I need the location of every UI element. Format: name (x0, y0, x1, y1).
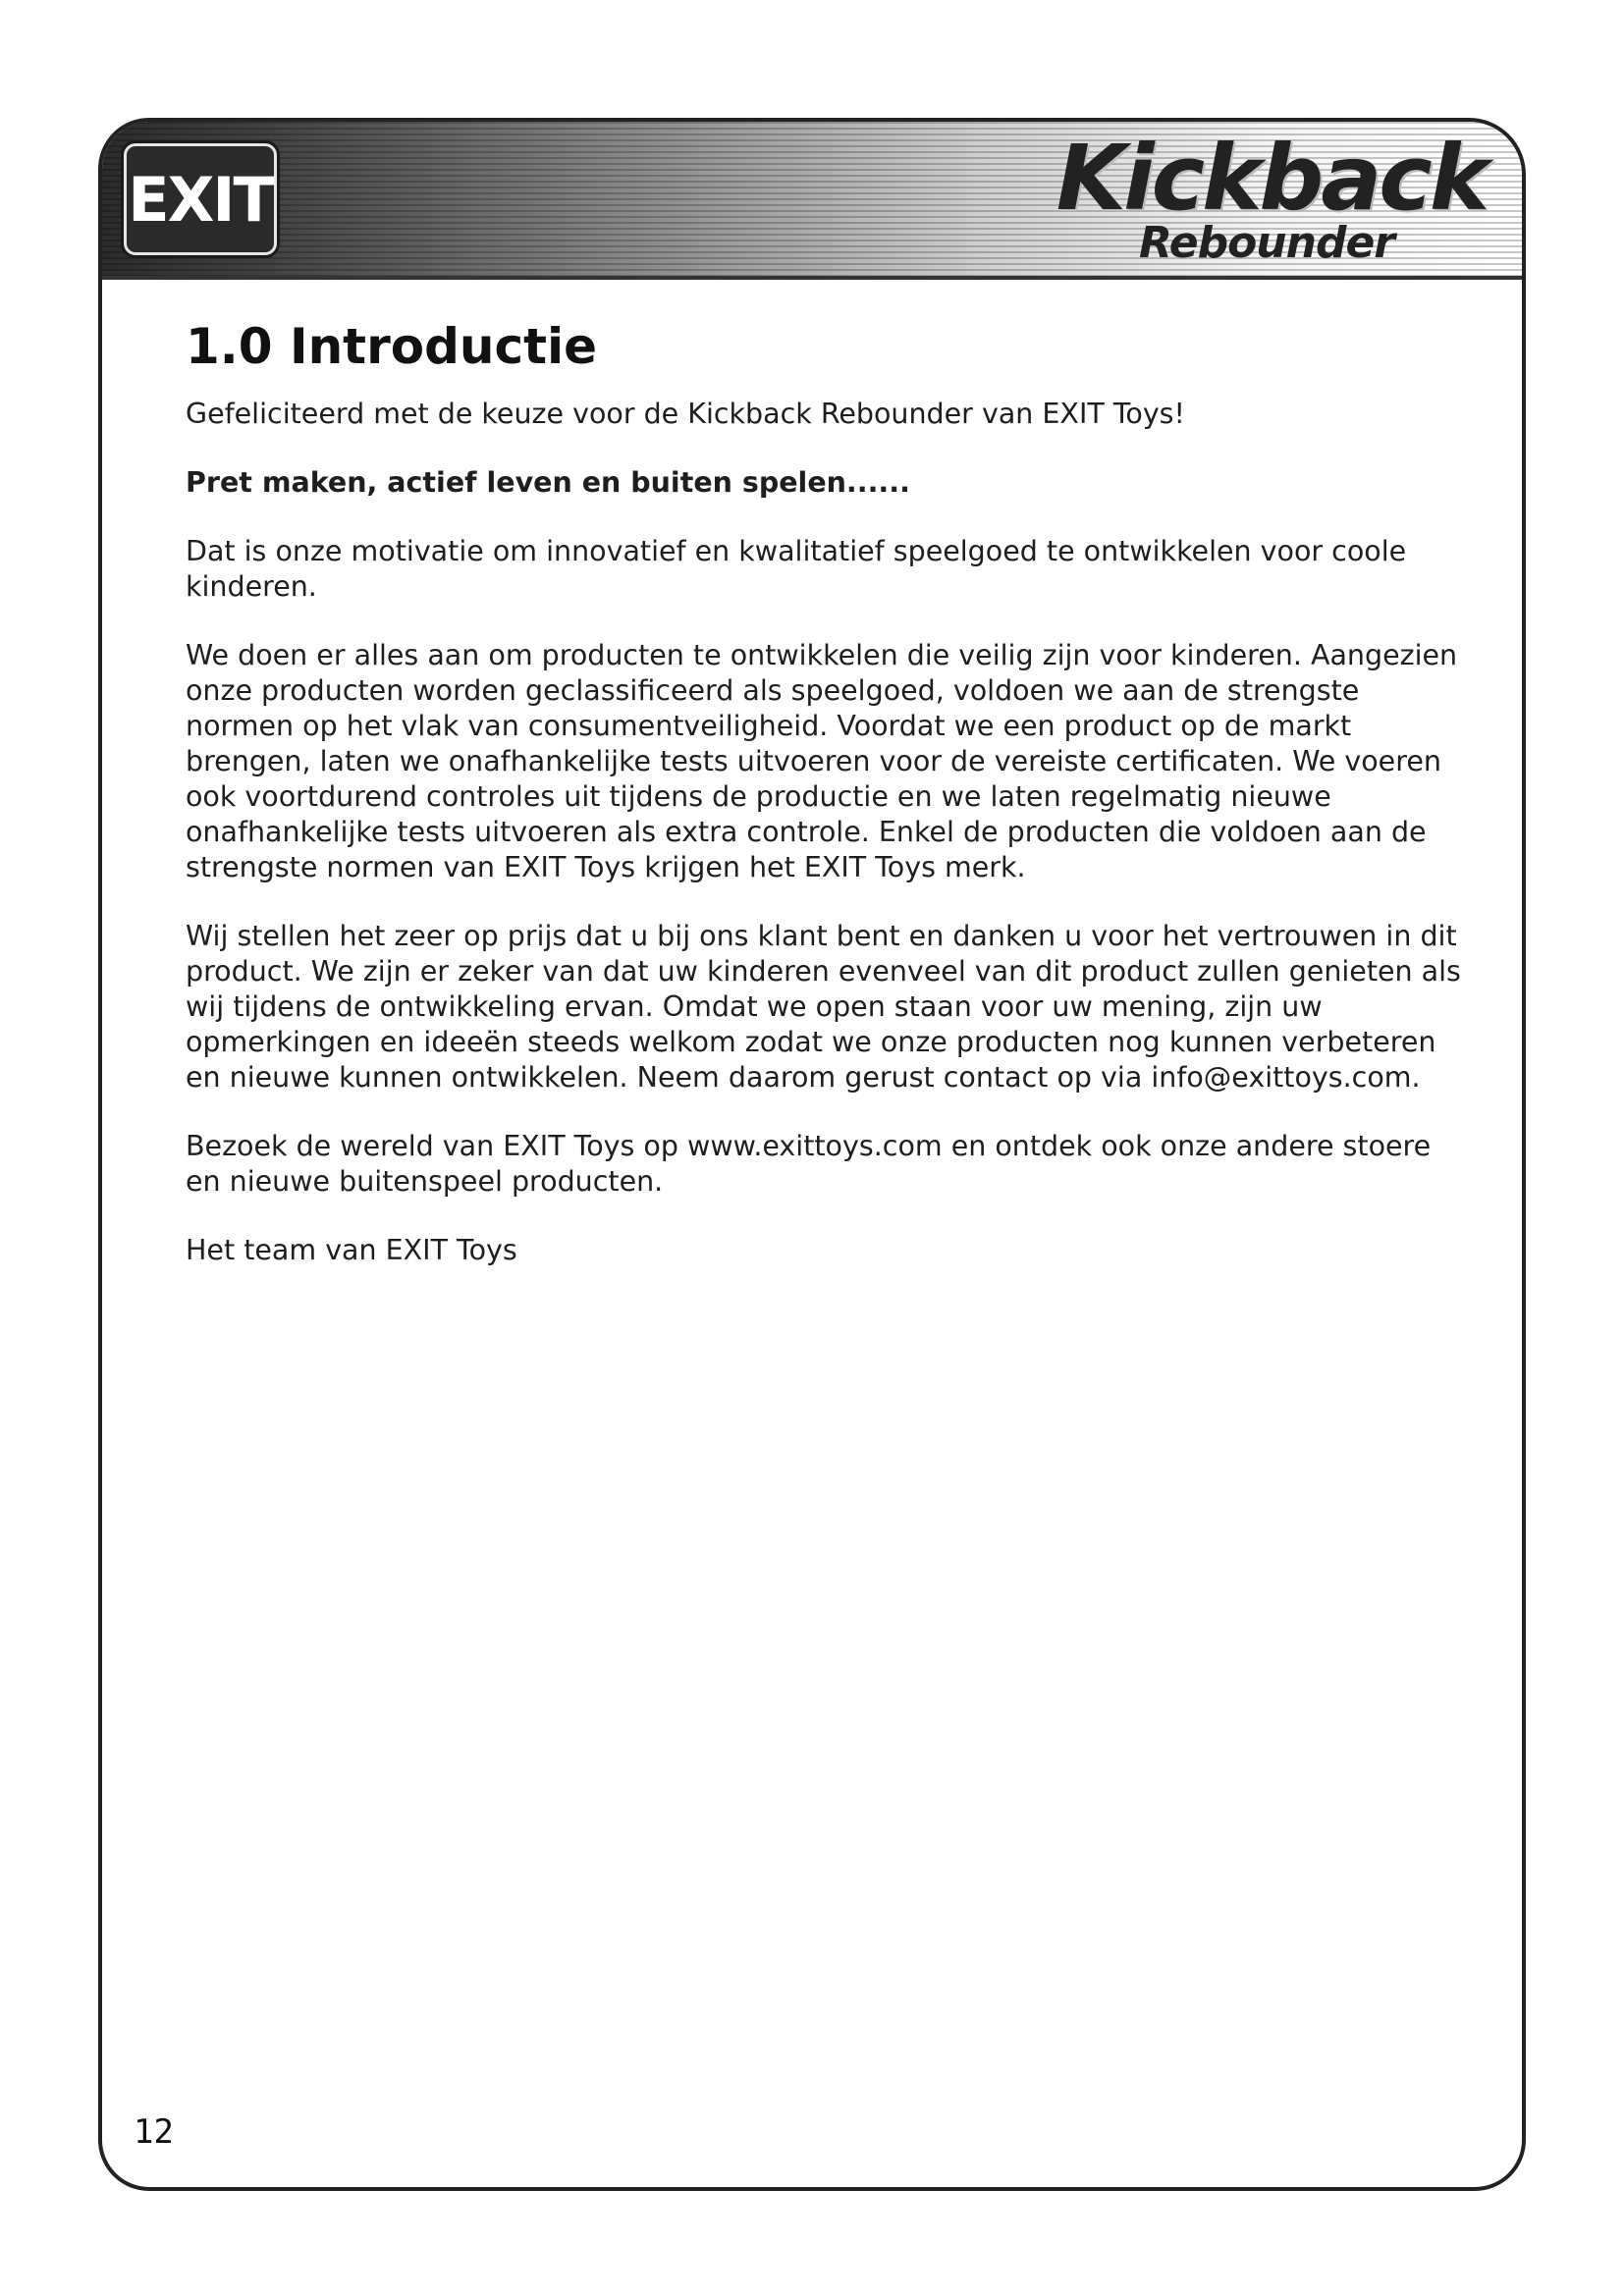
paragraph-congratulations: Gefeliciteerd met de keuze voor de Kickback Rebounder van EXIT Toys! (186, 398, 1185, 430)
page-number: 12 (134, 2112, 174, 2152)
exit-logo-text: EXIT (128, 163, 273, 236)
brand-subtitle: Rebounder (1139, 218, 1394, 268)
header-band (102, 122, 1522, 280)
paragraph-visit: Bezoek de wereld van EXIT Toys op www.exittoys.com en ontdek ook onze andere stoere en nieuwe buitenspeel producten. (186, 1130, 1432, 1198)
paragraph-thanks: Wij stellen het zeer op prijs dat u bij ons klant bent en danken u voor het vertrouwen in dit product. We zijn er zeker van dat uw kinderen evenveel van dit product zullen genieten als wij tijdens de ontwikkeling ervan. Omdat we open staan voor uw mening, zijn uw opmerkingen en ideeën steeds welkom zodat we onze producten nog kunnen verbeteren en nieuwe kunnen ontwikkelen. Neem daarom gerust contact op via info@exittoys.com. (186, 920, 1461, 1094)
main-content (186, 318, 1462, 1302)
exit-logo (124, 143, 277, 255)
paragraph-safety: We doen er alles aan om producten te ontwikkelen die veilig zijn voor kinderen. Aangezien onze producten worden geclassificeerd als speelgoed, voldoen we aan de strengste normen op het vlak van consumentveiligheid. Voordat we een product op de markt brengen, laten we onafhankelijke tests uitvoeren voor de vereiste certificaten. We voeren ook voortdurend controles uit tijdens de productie en we laten regelmatig nieuwe onafhankelijke tests uitvoeren als extra controle. Enkel de producten die voldoen aan de strengste normen van EXIT Toys krijgen het EXIT Toys merk. (186, 639, 1458, 883)
paragraph-slogan: Pret maken, actief leven en buiten spelen...... (186, 466, 910, 499)
brand-title: Kickback (1056, 126, 1487, 231)
paragraph-signature: Het team van EXIT Toys (186, 1234, 517, 1266)
paragraph-motivation: Dat is onze motivatie om innovatief en kwalitatief speelgoed te ontwikkelen voor coole kinderen. (186, 535, 1407, 603)
page-title: 1.0 Introductie (186, 318, 598, 375)
page-frame (98, 118, 1526, 2191)
